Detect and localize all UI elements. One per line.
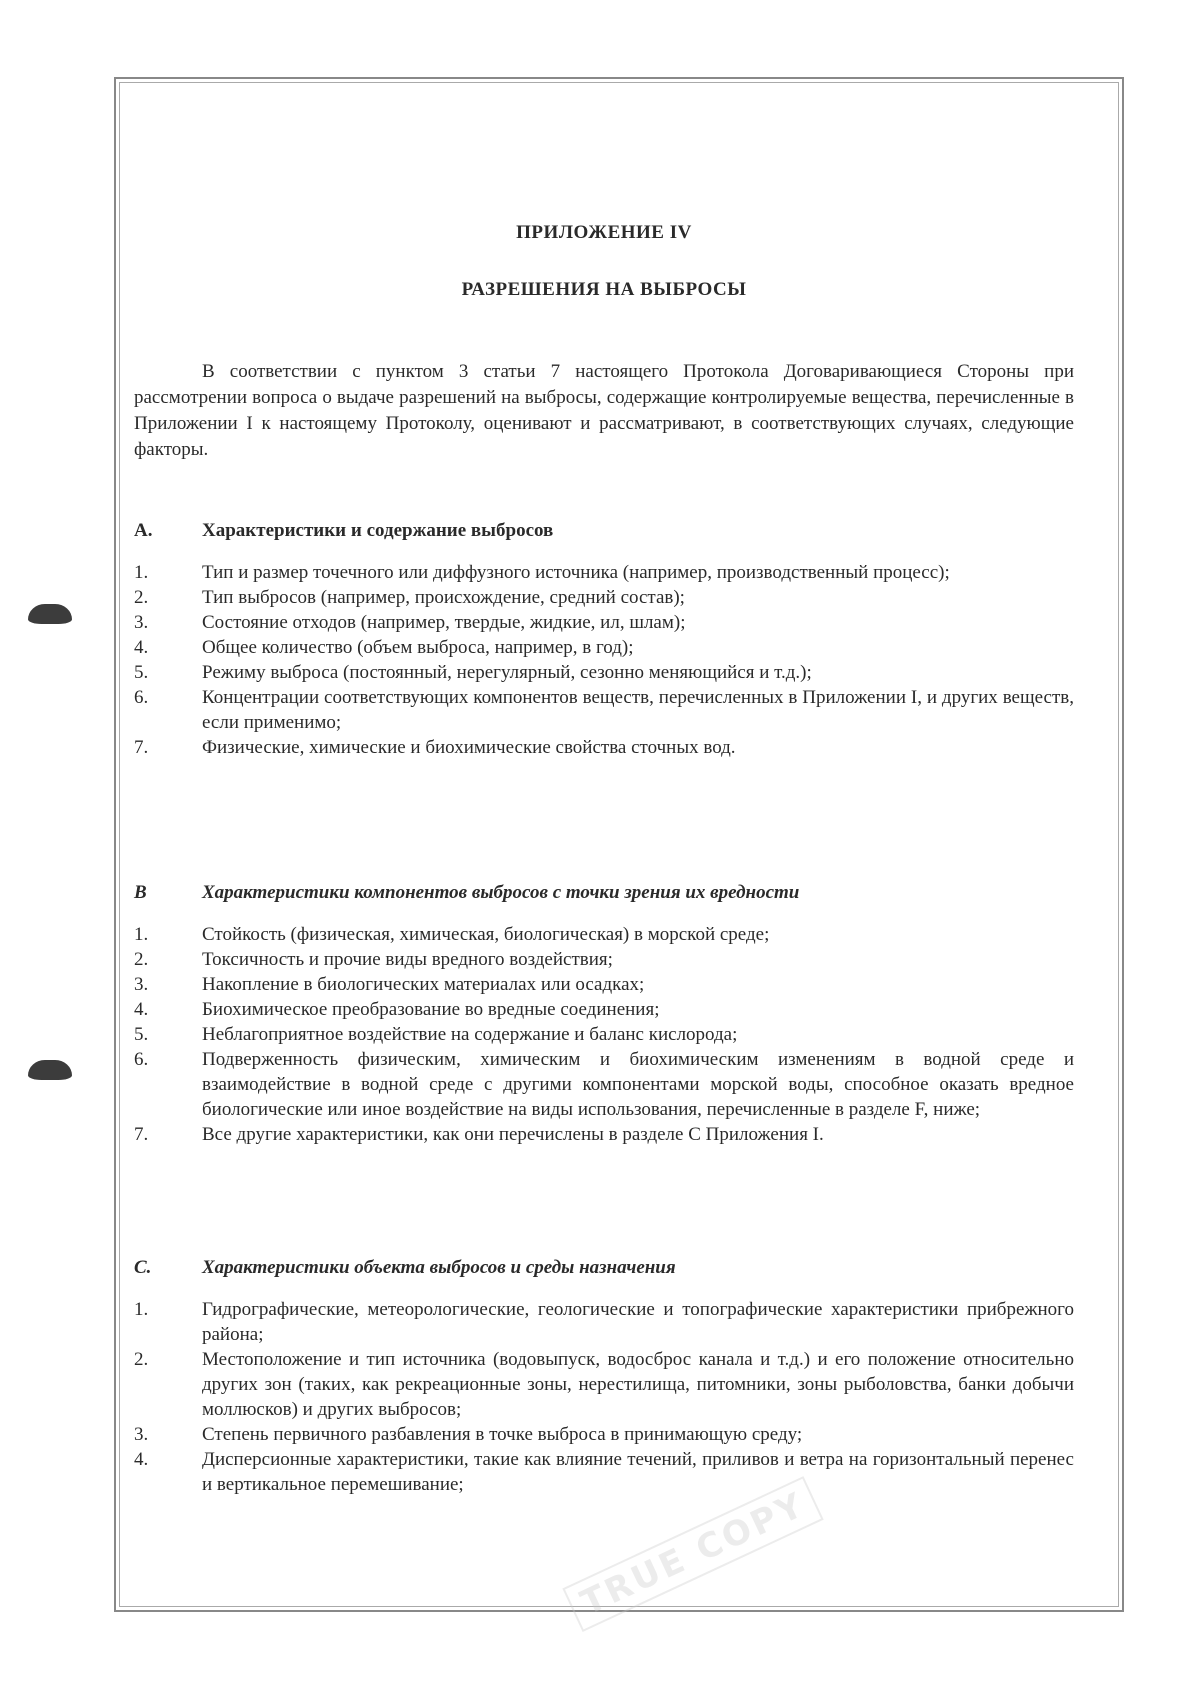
section-c <box>134 1257 1074 1497</box>
item-text: Дисперсионные характеристики, такие как влияние течений, приливов и ветра на горизонтальный перенес и вертикальное перемешивание; <box>202 1449 1074 1495</box>
item-number: 1. <box>134 1299 149 1320</box>
item-number: 6. <box>134 687 149 708</box>
item-text: Общее количество (объем выброса, например, в год); <box>202 637 634 658</box>
item-text: Биохимическое преобразование во вредные соединения; <box>202 999 660 1020</box>
item-text: Токсичность и прочие виды вредного воздействия; <box>202 949 613 970</box>
item-text: Степень первичного разбавления в точке выброса в принимающую среду; <box>202 1424 803 1445</box>
item-text: Тип выбросов (например, происхождение, средний состав); <box>202 587 685 608</box>
item-text: Все другие характеристики, как они перечислены в разделе С Приложения I. <box>202 1124 824 1145</box>
section-title: Характеристики объекта выбросов и среды назначения <box>202 1257 676 1278</box>
section-letter: A. <box>134 520 153 541</box>
list-item <box>134 1122 1074 1147</box>
item-text: Стойкость (физическая, химическая, биологическая) в морской среде; <box>202 924 770 945</box>
item-number: 5. <box>134 662 149 683</box>
list-item <box>134 922 1074 947</box>
list-item <box>134 997 1074 1022</box>
item-text: Состояние отходов (например, твердые, жидкие, ил, шлам); <box>202 612 686 633</box>
item-number: 1. <box>134 562 149 583</box>
item-number: 2. <box>134 949 149 970</box>
item-number: 3. <box>134 974 149 995</box>
item-number: 7. <box>134 737 149 758</box>
item-number: 7. <box>134 1124 149 1145</box>
list-item <box>134 660 1074 685</box>
section-items <box>134 922 1074 1147</box>
item-text: Накопление в биологических материалах или осадках; <box>202 974 645 995</box>
section-heading <box>134 520 1074 542</box>
item-text: Подверженность физическим, химическим и биохимическим изменениям в водной среде и взаимодействие в водной среде с другими компонентами морской воды, способное оказать вредное биологические или иное воздействие на виды использования, перечисленные в разделе F, ниже; <box>202 1049 1074 1120</box>
section-title: Характеристики и содержание выбросов <box>202 520 554 541</box>
item-number: 4. <box>134 1449 149 1470</box>
item-text: Тип и размер точечного или диффузного источника (например, производственный процесс); <box>202 562 950 583</box>
appendix-title: ПРИЛОЖЕНИЕ IV <box>516 222 692 243</box>
item-number: 1. <box>134 924 149 945</box>
item-number: 5. <box>134 1024 149 1045</box>
true-copy-stamp: TRUE COPY <box>562 1476 824 1632</box>
item-number: 3. <box>134 612 149 633</box>
list-item <box>134 1422 1074 1447</box>
list-item <box>134 1297 1074 1347</box>
item-number: 3. <box>134 1424 149 1445</box>
item-text: Местоположение и тип источника (водовыпуск, водосброс канала и т.д.) и его положение относительно других зон (таких, как рекреационные зоны, нерестилища, питомники, зоны рыболовства, банки добычи моллюсков) и других выбросов; <box>202 1349 1074 1420</box>
list-item <box>134 635 1074 660</box>
item-number: 2. <box>134 1349 149 1370</box>
section-heading <box>134 882 1074 904</box>
section-heading <box>134 1257 1074 1279</box>
list-item <box>134 1347 1074 1422</box>
item-number: 4. <box>134 637 149 658</box>
section-letter: B <box>134 882 147 903</box>
item-number: 6. <box>134 1049 149 1070</box>
list-item <box>134 972 1074 997</box>
item-number: 4. <box>134 999 149 1020</box>
intro-paragraph: В соответствии с пунктом 3 статьи 7 настоящего Протокола Договаривающиеся Стороны при рассмотрении вопроса о выдаче разрешений на выбросы, содержащие контролируемые вещества, перечисленные в Приложении I к настоящему Протоколу, оценивают и рассматривают, в соответствующих случаях, следующие факторы. <box>134 361 1074 460</box>
item-text: Концентрации соответствующих компонентов веществ, перечисленных в Приложении I, и других веществ, если применимо; <box>202 687 1074 733</box>
list-item <box>134 610 1074 635</box>
section-items <box>134 560 1074 760</box>
section-a <box>134 520 1074 760</box>
list-item <box>134 1022 1074 1047</box>
punch-hole-top <box>28 604 72 624</box>
list-item <box>134 1447 1074 1497</box>
punch-hole-bottom <box>28 1060 72 1080</box>
document-subtitle: РАЗРЕШЕНИЯ НА ВЫБРОСЫ <box>461 279 747 300</box>
list-item <box>134 560 1074 585</box>
section-title: Характеристики компонентов выбросов с точки зрения их вредности <box>202 882 800 903</box>
section-items <box>134 1297 1074 1497</box>
section-b <box>134 882 1074 1147</box>
list-item <box>134 947 1074 972</box>
item-text: Режиму выброса (постоянный, нерегулярный, сезонно меняющийся и т.д.); <box>202 662 812 683</box>
list-item <box>134 735 1074 760</box>
list-item <box>134 1047 1074 1122</box>
item-number: 2. <box>134 587 149 608</box>
item-text: Физические, химические и биохимические свойства сточных вод. <box>202 737 736 758</box>
list-item <box>134 585 1074 610</box>
item-text: Гидрографические, метеорологические, геологические и топографические характеристики прибрежного района; <box>202 1299 1074 1345</box>
list-item <box>134 685 1074 735</box>
item-text: Неблагоприятное воздействие на содержание и баланс кислорода; <box>202 1024 738 1045</box>
section-letter: C. <box>134 1257 152 1278</box>
